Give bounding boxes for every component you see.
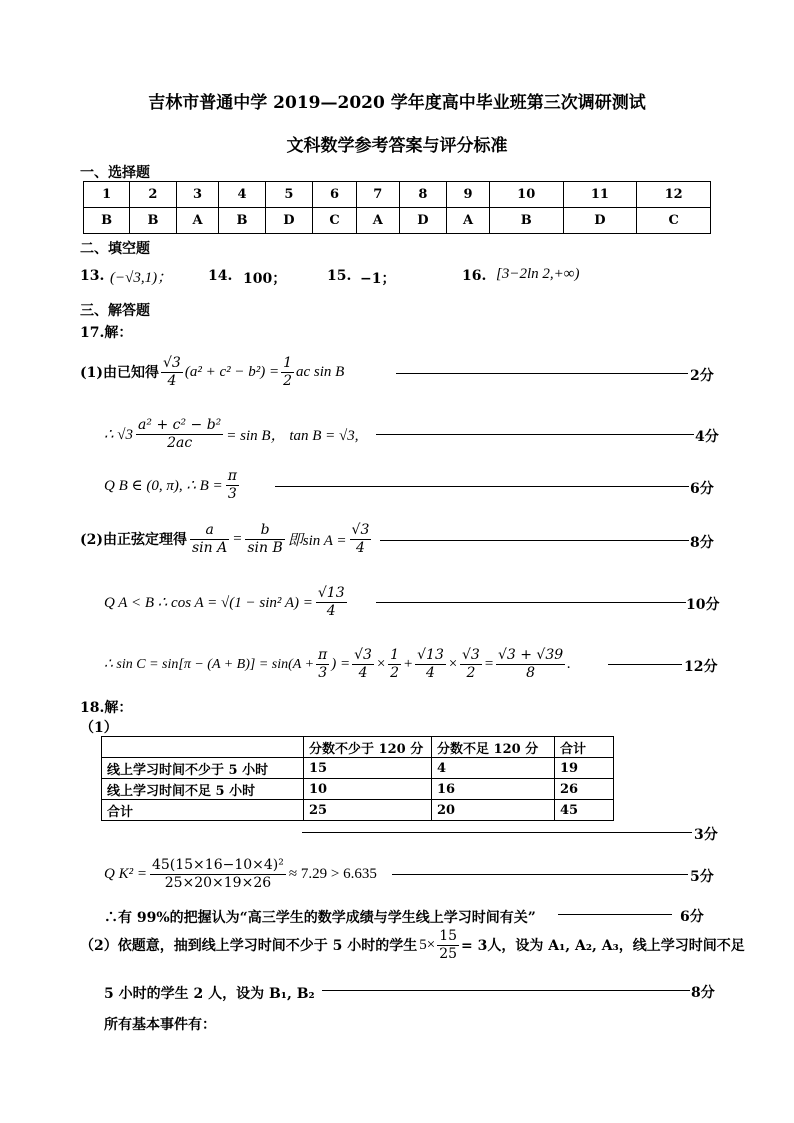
denominator: 3	[316, 664, 329, 682]
fraction	[460, 647, 482, 682]
numerator: √13	[417, 646, 444, 663]
expression: Q A < B ∴ cos A = √(1 − sin² A) =	[104, 594, 313, 611]
text: = 3人，设为 A₁, A₂, A₃，线上学习时间不足	[461, 938, 745, 954]
expression: ac sin B	[296, 363, 345, 380]
table-cell: 合计	[102, 800, 304, 821]
fraction	[437, 928, 459, 963]
section-choice-heading: 一、选择题	[80, 165, 150, 181]
denominator: 2	[283, 372, 293, 389]
expression: Q B ∈ (0, π), ∴ B =	[104, 477, 223, 494]
table-cell: 26	[555, 779, 614, 800]
choice-answer: D	[265, 208, 312, 234]
score-label: 2分	[690, 368, 714, 384]
fill-q16-answer: [3−2ln 2,+∞)	[496, 266, 580, 282]
section-solution-heading: 三、解答题	[80, 303, 150, 319]
choice-answer: C	[313, 208, 357, 234]
choice-answer: D	[563, 208, 637, 234]
score-leader-line	[275, 486, 689, 487]
numerator: π	[318, 646, 328, 663]
choice-answer: A	[447, 208, 490, 234]
choice-answer: B	[84, 208, 130, 234]
p17-line2	[104, 417, 359, 451]
score-label: 5分	[690, 869, 714, 885]
fraction	[415, 647, 446, 682]
score-leader-line	[376, 434, 694, 435]
section-fill-heading: 二、填空题	[80, 241, 150, 257]
numerator: √3 + √39	[497, 646, 564, 663]
score-label: 8分	[690, 535, 714, 551]
numerator: √3	[351, 521, 370, 538]
expression: 即sin A =	[287, 532, 347, 549]
numerator: b	[260, 521, 270, 538]
table-header-row	[102, 737, 614, 758]
denominator: 4	[161, 372, 183, 390]
p18-part2-line	[80, 928, 745, 962]
fraction	[316, 585, 347, 620]
expression: ∴ √3	[104, 426, 134, 443]
fraction	[150, 857, 286, 892]
p18-k2-line	[104, 857, 377, 891]
choice-number: 9	[447, 182, 490, 208]
fraction	[281, 355, 294, 390]
table-cell: 合计	[555, 737, 614, 758]
fraction	[316, 647, 329, 682]
score-label: 6分	[690, 481, 714, 497]
choice-number: 6	[313, 182, 357, 208]
p17-part2-label: (2)由正弦定理得	[80, 532, 187, 548]
fraction	[136, 417, 223, 452]
expression: (a² + c² − b²) =	[184, 363, 280, 380]
table-cell: 线上学习时间不足 5 小时	[102, 779, 304, 800]
numerator: √3	[462, 646, 480, 663]
problem-17-heading: 17.解：	[80, 325, 133, 341]
contingency-table	[101, 736, 614, 821]
denominator: 4	[350, 539, 372, 557]
fraction	[190, 522, 229, 557]
choice-answer: B	[489, 208, 563, 234]
p17-part1-label: (1)由已知得	[80, 365, 159, 381]
choice-answer-row	[84, 208, 711, 234]
p17-line1	[80, 355, 344, 389]
choice-number: 10	[489, 182, 563, 208]
score-leader-line	[608, 664, 682, 665]
choice-number: 3	[176, 182, 219, 208]
fraction	[496, 647, 565, 682]
choice-answer: D	[399, 208, 446, 234]
score-leader-line	[392, 874, 688, 875]
choice-number: 11	[563, 182, 637, 208]
table-cell: 线上学习时间不少于 5 小时	[102, 758, 304, 779]
denominator: sin B	[247, 539, 283, 556]
p17-line4: (2)由正弦定理得 $\frac{a}{\text{sin A}}$ = $\frac{b}{\text{sin B}}$ 即sin A = $\frac{√3}{4}$	[80, 521, 370, 556]
denominator: 4	[352, 664, 374, 682]
denominator: 2	[460, 664, 482, 682]
fill-q13-number: 13.	[80, 268, 105, 284]
fraction	[352, 647, 374, 682]
choice-number: 12	[637, 182, 711, 208]
choice-answer: A	[356, 208, 399, 234]
denominator: sin A	[192, 539, 228, 556]
denominator: 8	[496, 664, 565, 682]
choice-answer: B	[130, 208, 176, 234]
expression: Q K² =	[104, 865, 147, 882]
fill-q16-number: 16.	[462, 268, 487, 284]
fraction	[350, 522, 372, 557]
choice-answer: A	[176, 208, 219, 234]
fill-q13-answer: (−√3,1)；	[110, 270, 173, 286]
score-leader-line	[302, 832, 692, 833]
p17-line6: ∴ sin C = sin[π − (A + B)] = sin(A + $\frac{\pi}{3}$ ) = $\frac{√3}{4}$ × $\frac{1}{2}$ + $\frac{√13}{4}$ × $\frac{√3}{2}$ = $\frac{√3 + √39}{8}$ .	[104, 646, 571, 681]
choice-answer-table	[83, 181, 711, 234]
numerator: √3	[163, 354, 181, 371]
score-label: 10分	[686, 597, 720, 613]
choice-number: 4	[219, 182, 265, 208]
table-cell: 45	[555, 800, 614, 821]
choice-number: 5	[265, 182, 312, 208]
numerator: √3	[354, 646, 372, 663]
numerator: a² + c² − b²	[138, 416, 222, 433]
table-cell: 分数不足 120 分	[432, 737, 555, 758]
fraction	[161, 355, 183, 390]
p18-basic-events: 所有基本事件有：	[104, 1017, 216, 1033]
score-leader-line	[558, 914, 672, 915]
denominator: 25×20×19×26	[150, 874, 286, 892]
denominator: 2ac	[136, 434, 223, 452]
problem-18-heading: 18.解：	[80, 700, 133, 716]
score-label: 12分	[684, 659, 718, 675]
table-row	[102, 779, 614, 800]
page-title: 吉林市普通中学 2019—2020 学年度高中毕业班第三次调研测试	[148, 93, 646, 113]
fill-q14-answer: 100；	[243, 271, 287, 287]
choice-number: 7	[356, 182, 399, 208]
table-cell: 10	[304, 779, 432, 800]
score-label: 4分	[695, 429, 719, 445]
expression: = sin B， tan B = √3,	[226, 427, 359, 444]
choice-number: 2	[130, 182, 176, 208]
p18-part2-cont: 5 小时的学生 2 人，设为 B₁, B₂	[104, 986, 315, 1002]
score-label: 8分	[691, 985, 715, 1001]
numerator: 15	[439, 927, 458, 944]
table-cell: 15	[304, 758, 432, 779]
numerator: 1	[390, 646, 399, 663]
numerator: √13	[317, 584, 345, 601]
table-cell: 25	[304, 800, 432, 821]
numerator: π	[227, 467, 237, 484]
denominator: 4	[415, 664, 446, 682]
score-label: 6分	[680, 909, 704, 925]
p17-line5	[104, 585, 347, 619]
choice-number: 8	[399, 182, 446, 208]
fill-q15-number: 15.	[327, 268, 352, 284]
denominator: 3	[226, 485, 239, 503]
choice-answer: C	[637, 208, 711, 234]
expression: 5×	[419, 936, 436, 953]
choice-number: 1	[84, 182, 130, 208]
score-label: 3分	[694, 827, 718, 843]
fraction	[388, 647, 401, 682]
table-cell: 19	[555, 758, 614, 779]
table-cell: 4	[432, 758, 555, 779]
fraction	[245, 522, 284, 557]
fill-q14-number: 14.	[208, 268, 233, 284]
score-leader-line	[322, 990, 690, 991]
score-leader-line	[380, 540, 689, 541]
denominator: 4	[316, 602, 347, 620]
numerator: 1	[283, 354, 293, 371]
numerator: a	[205, 521, 214, 538]
choice-number-row	[84, 182, 711, 208]
table-row	[102, 800, 614, 821]
table-row	[102, 758, 614, 779]
fill-q15-answer: −1；	[360, 271, 396, 287]
score-leader-line	[376, 602, 686, 603]
denominator: 2	[390, 664, 399, 681]
denominator: 25	[439, 945, 458, 962]
numerator: 45(15×16−10×4)²	[151, 856, 284, 873]
text: （2）依题意，抽到线上学习时间不少于 5 小时的学生	[80, 938, 418, 954]
page-subtitle: 文科数学参考答案与评分标准	[286, 136, 508, 156]
table-cell	[102, 737, 304, 758]
expression: ∴ sin C = sin[π − (A + B)] = sin(A +	[104, 656, 315, 672]
table-cell: 20	[432, 800, 555, 821]
score-leader-line	[396, 373, 688, 374]
expression: ≈ 7.29 > 6.635	[288, 865, 377, 882]
p18-part1-label: （1）	[80, 720, 118, 736]
p17-line3	[104, 468, 239, 502]
p18-conclusion: ∴有 99%的把握认为“高三学生的数学成绩与学生线上学习时间有关”	[104, 910, 536, 926]
choice-answer: B	[219, 208, 265, 234]
table-cell: 分数不少于 120 分	[304, 737, 432, 758]
fraction	[226, 468, 239, 503]
table-cell: 16	[432, 779, 555, 800]
